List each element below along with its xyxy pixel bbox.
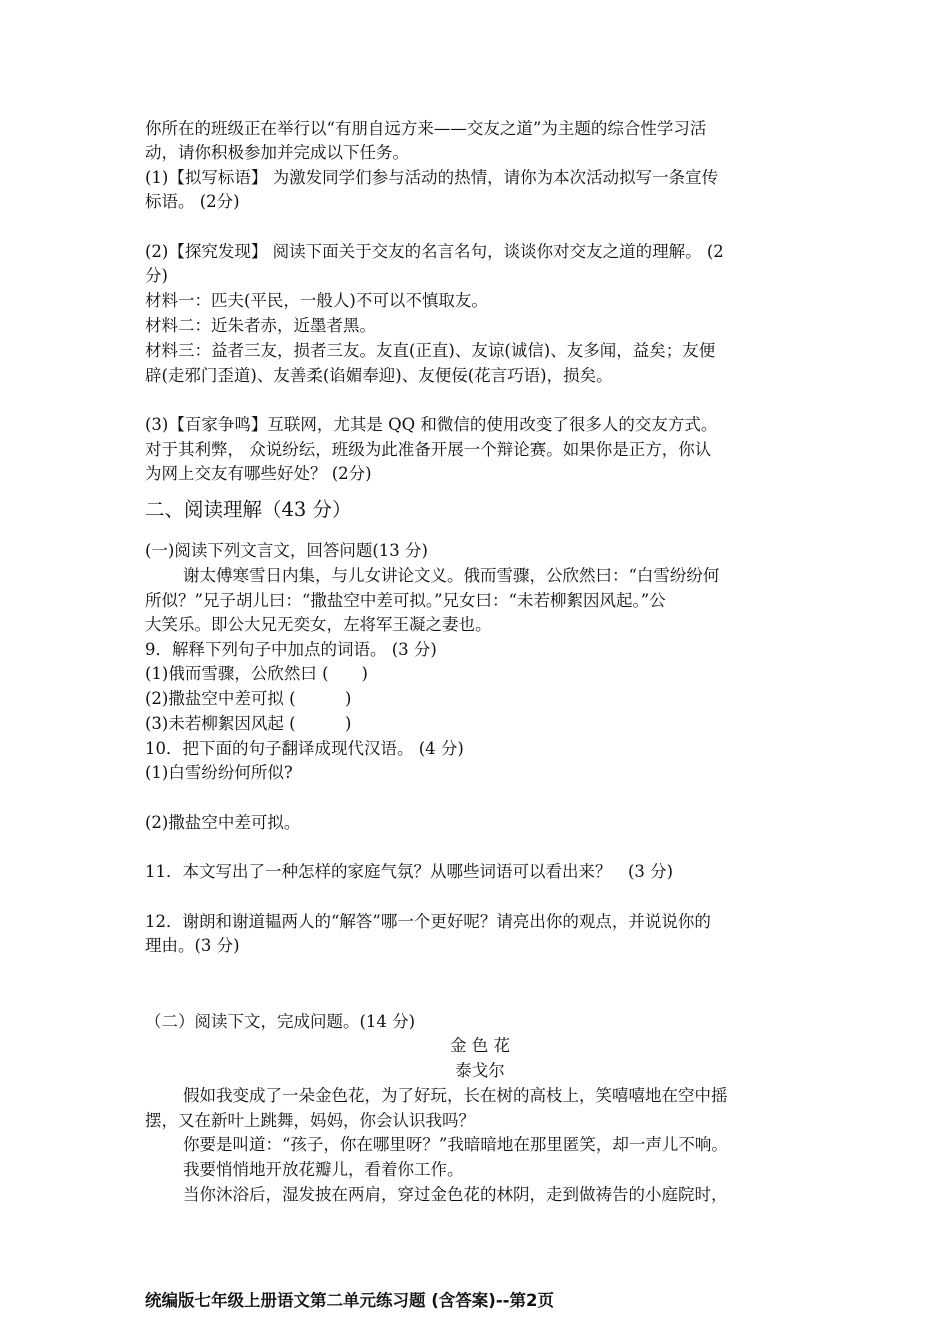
poem-author: 泰戈尔 — [455, 1061, 505, 1080]
task2-material-3-line-2: 辟(走邪门歪道)、友善柔(谄媚奉迎)、友便佞(花言巧语)，损矣。 — [145, 366, 613, 385]
question-9-item-3: (3)未若柳絮因风起 ( ) — [145, 714, 352, 733]
task3-line-1: (3)【百家争鸣】互联网，尤其是 QQ 和微信的使用改变了很多人的交友方式。 — [145, 415, 718, 434]
task3-line-3: 为网上交友有哪些好处？ (2分) — [145, 464, 372, 483]
question-10-item-1: (1)白雪纷纷何所似? — [145, 763, 293, 782]
part1-passage-line-1: 谢太傅寒雪日内集，与儿女讲论文义。俄而雪骤，公欣然曰：“白雪纷纷何 — [183, 566, 720, 585]
question-9-item-2: (2)撒盐空中差可拟 ( ) — [145, 689, 352, 708]
intro-line-2: 动，请你积极参加并完成以下任务。 — [145, 143, 409, 162]
question-12-line-1: 12．谢朗和谢道韫两人的“解答”哪一个更好呢？请亮出你的观点，并说说你的 — [145, 912, 711, 931]
task2-material-3-line-1: 材料三：益者三友，损者三友。友直(正直)、友谅(诚信)、友多闻，益矣；友便 — [145, 341, 716, 360]
task2-material-2: 材料二：近朱者赤，近墨者黑。 — [145, 316, 376, 335]
task2-line-1: (2)【探究发现】 阅读下面关于交友的名言名句，谈谈你对交友之道的理解。 (2 — [145, 242, 724, 261]
question-9-item-1: (1)俄而雪骤，公欣然曰 ( ) — [145, 664, 368, 683]
task2-line-2: 分) — [145, 266, 168, 285]
poem-paragraph-1-line-1: 假如我变成了一朵金色花，为了好玩，长在树的高枝上，笑嘻嘻地在空中摇 — [183, 1086, 728, 1105]
intro-line-1: 你所在的班级正在举行以“有朋自远方来——交友之道”为主题的综合性学习活 — [145, 119, 707, 138]
part1-passage-line-2: 所似？”兄子胡儿曰：“撒盐空中差可拟。”兄女曰：“未若柳絮因风起。”公 — [145, 591, 666, 610]
part1-passage-line-3: 大笑乐。即公大兄无奕女，左将军王凝之妻也。 — [145, 615, 492, 634]
question-11: 11．本文写出了一种怎样的家庭气氛？从哪些词语可以看出来？ (3 分) — [145, 862, 674, 881]
poem-paragraph-3: 我要悄悄地开放花瓣儿，看着你工作。 — [183, 1160, 464, 1179]
question-10-item-2: (2)撒盐空中差可拟。 — [145, 813, 301, 832]
question-10: 10．把下面的句子翻译成现代汉语。 (4 分) — [145, 739, 464, 758]
task2-material-1: 材料一：匹夫(平民，一般人)不可以不慎取友。 — [145, 291, 488, 310]
task1-line-2: 标语。 (2分) — [145, 192, 240, 211]
poem-title: 金 色 花 — [450, 1036, 510, 1055]
poem-paragraph-2: 你要是叫道：“孩子，你在哪里呀？”我暗暗地在那里匿笑，却一声儿不响。 — [183, 1135, 728, 1154]
poem-paragraph-1-line-2: 摆，又在新叶上跳舞，妈妈，你会认识我吗？ — [145, 1111, 475, 1130]
section-2-heading: 二、阅读理解（43 分） — [145, 498, 352, 521]
part2-heading: （二）阅读下文，完成问题。(14 分) — [145, 1012, 416, 1031]
task3-line-2: 对于其利弊， 众说纷纭，班级为此准备开展一个辩论赛。如果你是正方，你认 — [145, 440, 712, 459]
question-9: 9．解释下列句子中加点的词语。 (3 分) — [145, 640, 437, 659]
task1-line-1: (1)【拟写标语】 为激发同学们参与活动的热情，请你为本次活动拟写一条宣传 — [145, 168, 719, 187]
part1-heading: (一)阅读下列文言文，回答问题(13 分) — [145, 541, 428, 560]
poem-paragraph-4: 当你沐浴后，湿发披在两肩，穿过金色花的林阴，走到做祷告的小庭院时， — [183, 1185, 728, 1204]
page-footer: 统编版七年级上册语文第二单元练习题 (含答案)--第2页 — [145, 1291, 555, 1310]
question-12-line-2: 理由。(3 分) — [145, 936, 240, 955]
